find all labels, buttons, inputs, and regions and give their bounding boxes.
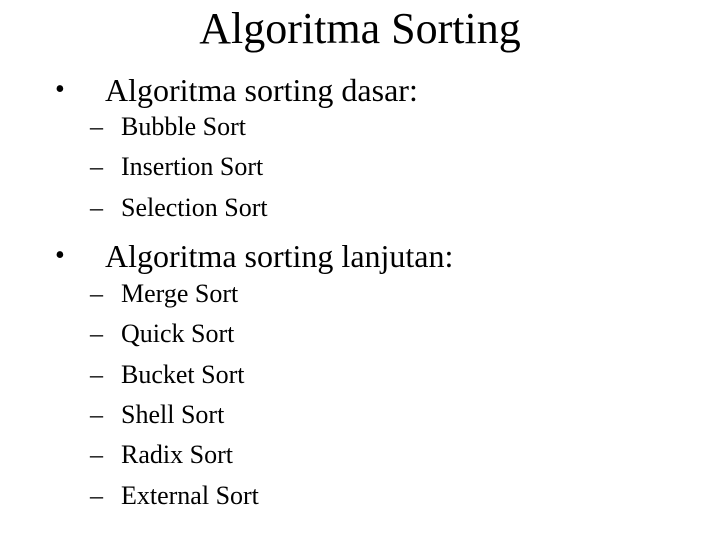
dash-marker: – bbox=[90, 193, 103, 222]
dash-marker: – bbox=[90, 481, 103, 510]
bullet-advanced-sorting bbox=[0, 234, 720, 278]
dash-marker: – bbox=[90, 440, 103, 469]
list-item-label: Insertion Sort bbox=[121, 152, 264, 181]
bullet-marker: • bbox=[55, 240, 65, 271]
list-item bbox=[0, 355, 720, 395]
list-item-label: External Sort bbox=[121, 481, 259, 510]
list-item-label: Bucket Sort bbox=[121, 360, 245, 389]
bullet-marker: • bbox=[55, 74, 65, 105]
list-item bbox=[0, 107, 720, 147]
bullet-heading: Algoritma sorting dasar: bbox=[105, 72, 418, 108]
dash-marker: – bbox=[90, 360, 103, 389]
dash-marker: – bbox=[90, 400, 103, 429]
bullet-heading: Algoritma sorting lanjutan: bbox=[105, 238, 454, 274]
bullet-basic-sorting bbox=[0, 68, 720, 112]
dash-marker: – bbox=[90, 112, 103, 141]
list-item bbox=[0, 274, 720, 314]
list-item-label: Merge Sort bbox=[121, 279, 239, 308]
list-item-label: Quick Sort bbox=[121, 319, 235, 348]
list-item bbox=[0, 147, 720, 187]
list-item-label: Shell Sort bbox=[121, 400, 225, 429]
list-item-label: Selection Sort bbox=[121, 193, 268, 222]
dash-marker: – bbox=[90, 319, 103, 348]
list-item bbox=[0, 395, 720, 435]
dash-marker: – bbox=[90, 152, 103, 181]
list-item bbox=[0, 476, 720, 516]
list-item bbox=[0, 314, 720, 354]
slide-title: Algoritma Sorting bbox=[199, 4, 521, 53]
dash-marker: – bbox=[90, 279, 103, 308]
list-item-label: Bubble Sort bbox=[121, 112, 246, 141]
list-item bbox=[0, 435, 720, 475]
list-item-label: Radix Sort bbox=[121, 440, 233, 469]
list-item bbox=[0, 188, 720, 228]
